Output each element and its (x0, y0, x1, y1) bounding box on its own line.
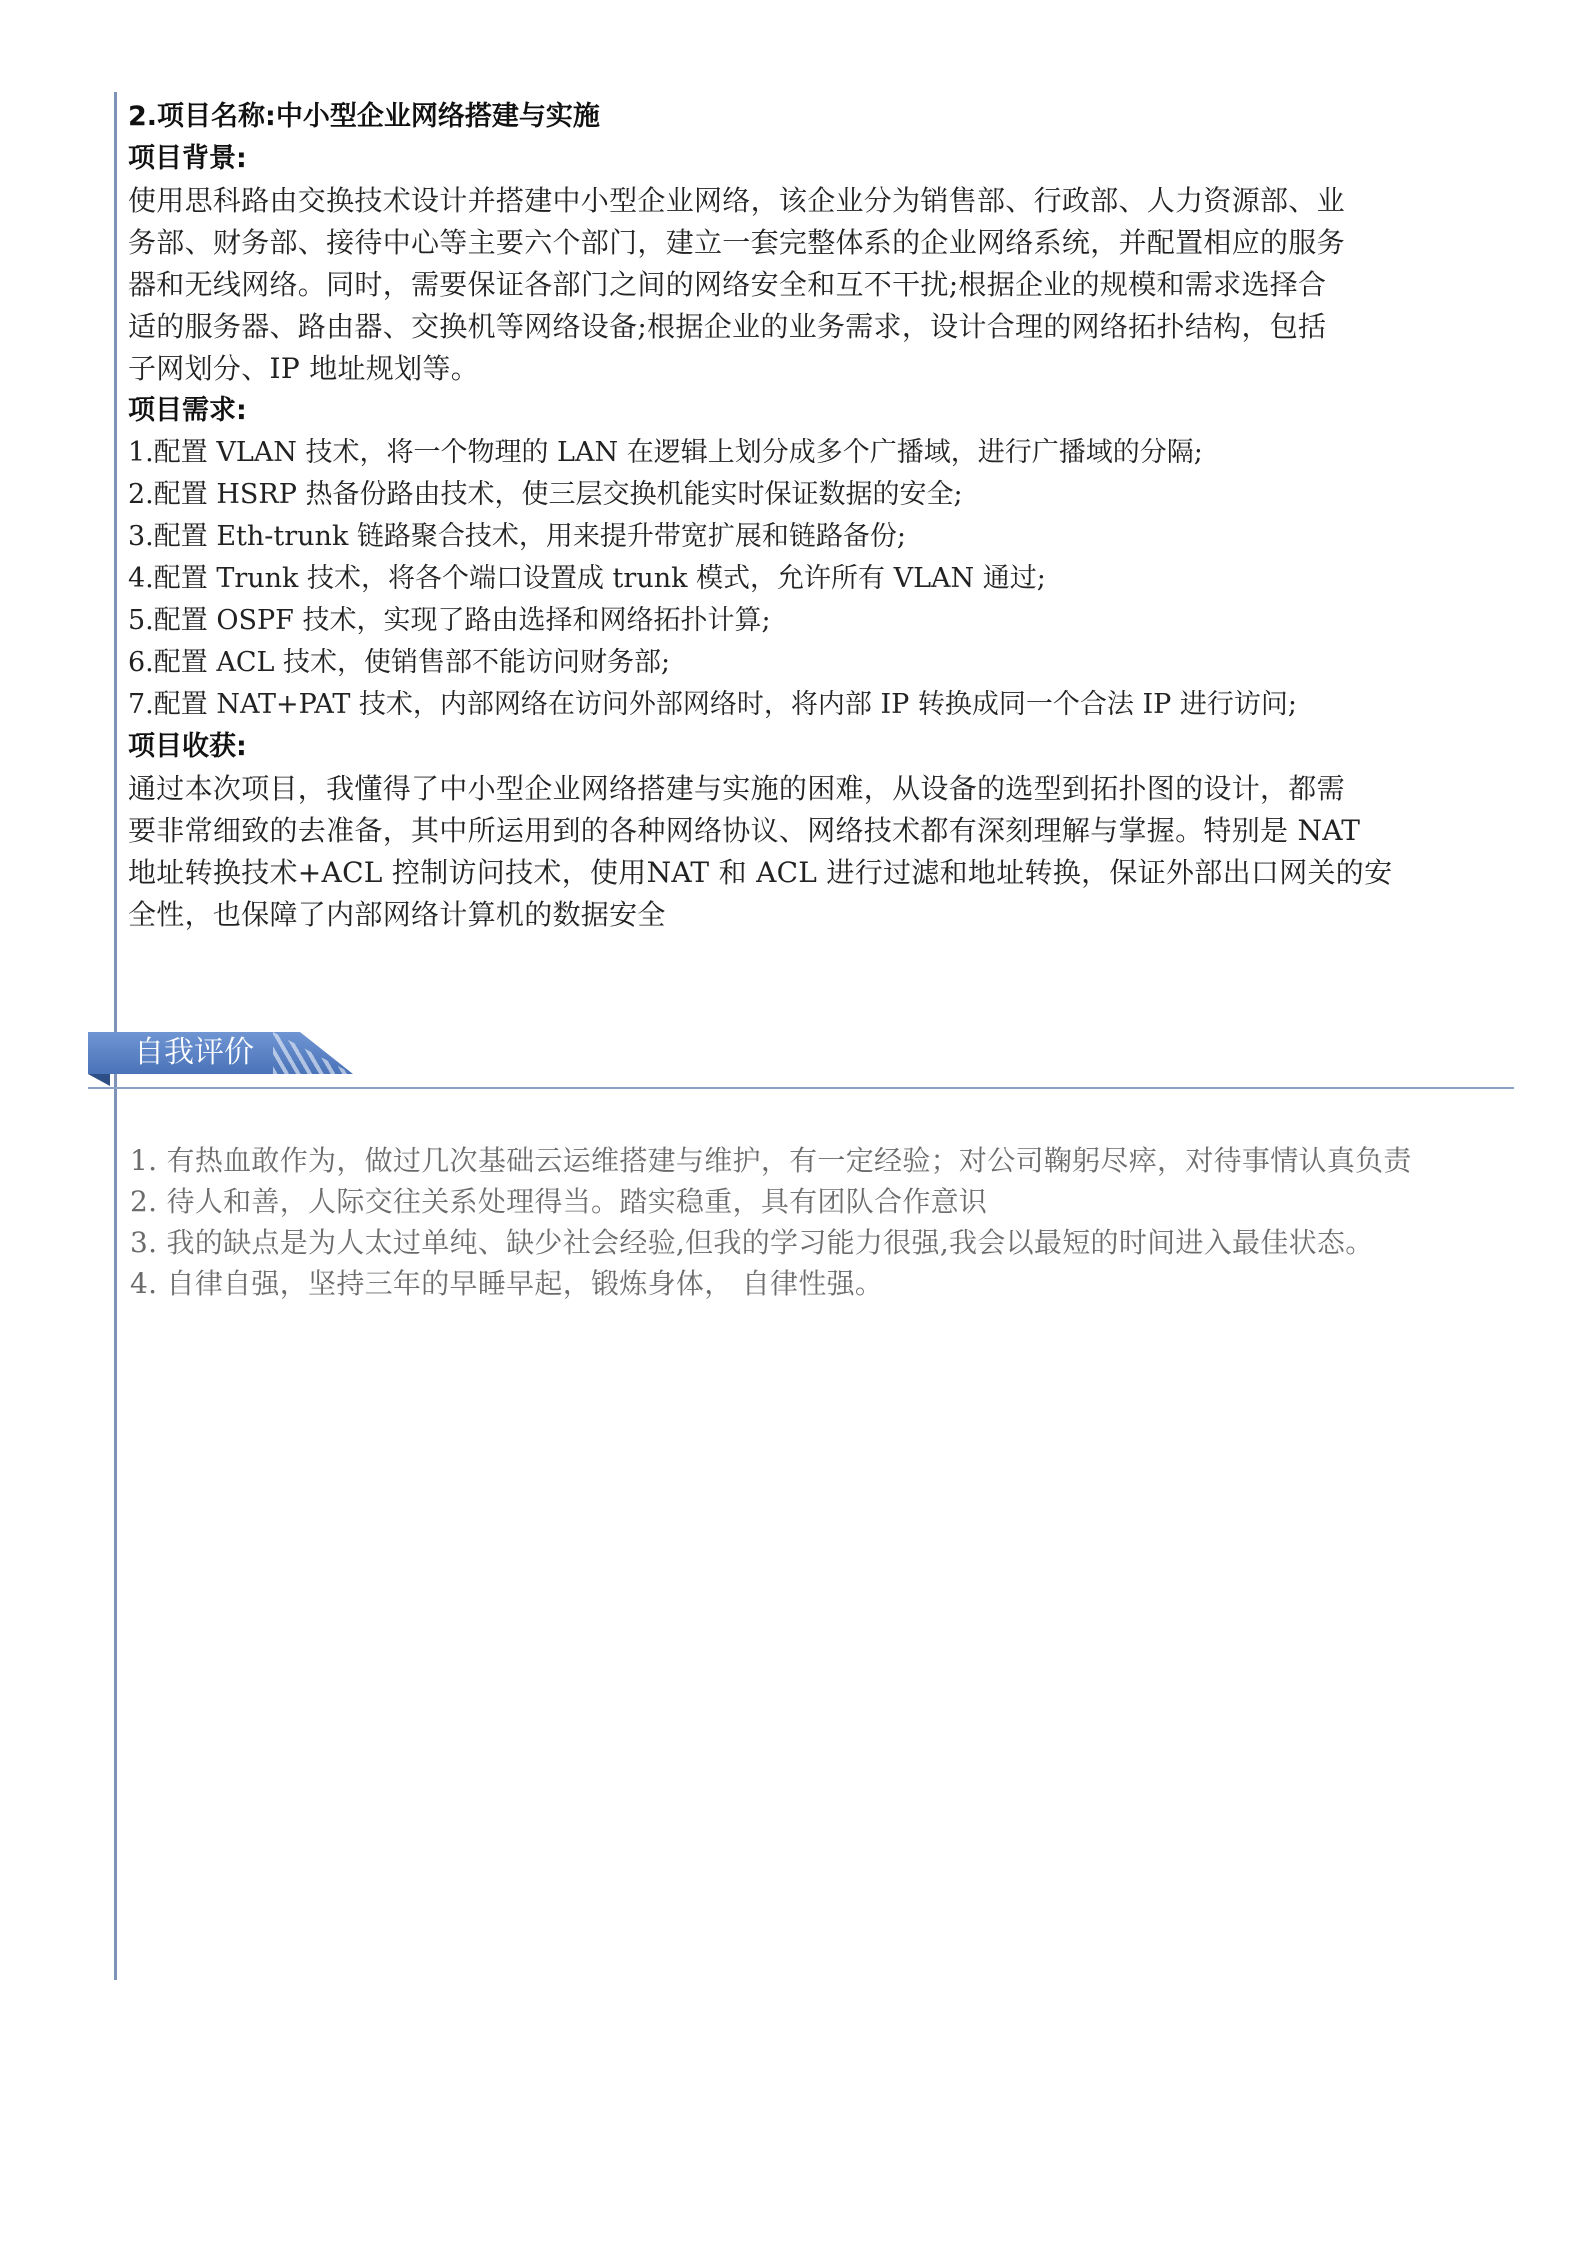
section-divider (88, 1087, 1514, 1089)
project-title: 2.项目名称:中小型企业网络搭建与实施 (128, 101, 600, 132)
gains-heading: 项目收获: (128, 731, 247, 762)
evaluation-item: 1. 有热血敢作为，做过几次基础云运维搭建与维护，有一定经验；对公司鞠躬尽瘁，对待事情认真负责 (130, 1144, 1412, 1177)
background-line: 适的服务器、路由器、交换机等网络设备;根据企业的业务需求，设计合理的网络拓扑结构，包括 (128, 310, 1327, 343)
tab-fold-decoration (88, 1074, 110, 1086)
evaluation-item: 4. 自律自强，坚持三年的早睡早起，锻炼身体， 自律性强。 (130, 1267, 884, 1300)
gains-paragraph (128, 768, 1493, 936)
self-evaluation-list (130, 1140, 1490, 1304)
requirements-list (128, 432, 1493, 726)
requirements-heading: 项目需求: (128, 395, 247, 426)
requirement-item: 3.配置 Eth-trunk 链路聚合技术，用来提升带宽扩展和链路备份; (128, 521, 906, 552)
background-line: 子网划分、IP 地址规划等。 (128, 352, 480, 385)
background-line: 务部、财务部、接待中心等主要六个部门，建立一套完整体系的企业网络系统，并配置相应的服务 (128, 226, 1345, 259)
requirement-item: 7.配置 NAT+PAT 技术，内部网络在访问外部网络时，将内部 IP 转换成同一个合法 IP 进行访问; (128, 689, 1298, 720)
background-line: 器和无线网络。同时，需要保证各部门之间的网络安全和互不干扰;根据企业的规模和需求选择合 (128, 268, 1327, 301)
evaluation-item: 3. 我的缺点是为人太过单纯、缺少社会经验,但我的学习能力很强,我会以最短的时间进入最佳状态。 (130, 1226, 1374, 1259)
background-heading: 项目背景: (128, 143, 247, 174)
requirement-item: 1.配置 VLAN 技术，将一个物理的 LAN 在逻辑上划分成多个广播域，进行广播域的分隔; (128, 437, 1203, 468)
self-evaluation-header (88, 1032, 1514, 1092)
background-paragraph (128, 180, 1493, 390)
gains-line: 通过本次项目，我懂得了中小型企业网络搭建与实施的困难，从设备的选型到拓扑图的设计，都需 (128, 772, 1345, 805)
section-title: 自我评价 (134, 1035, 254, 1070)
gains-line: 全性，也保障了内部网络计算机的数据安全 (128, 898, 666, 931)
requirement-item: 2.配置 HSRP 热备份路由技术，使三层交换机能实时保证数据的安全; (128, 479, 963, 510)
requirement-item: 5.配置 OSPF 技术，实现了路由选择和网络拓扑计算; (128, 605, 771, 636)
requirement-item: 4.配置 Trunk 技术，将各个端口设置成 trunk 模式，允许所有 VLAN 通过; (128, 563, 1046, 594)
project-block (128, 96, 1493, 936)
requirement-item: 6.配置 ACL 技术，使销售部不能访问财务部; (128, 647, 671, 678)
evaluation-item: 2. 待人和善，人际交往关系处理得当。踏实稳重，具有团队合作意识 (130, 1185, 988, 1218)
gains-line: 地址转换技术+ACL 控制访问技术，使用NAT 和 ACL 进行过滤和地址转换，保证外部出口网关的安 (128, 856, 1393, 889)
background-line: 使用思科路由交换技术设计并搭建中小型企业网络，该企业分为销售部、行政部、人力资源部、业 (128, 184, 1345, 217)
gains-line: 要非常细致的去准备，其中所运用到的各种网络协议、网络技术都有深刻理解与掌握。特别是 NAT (128, 814, 1361, 847)
